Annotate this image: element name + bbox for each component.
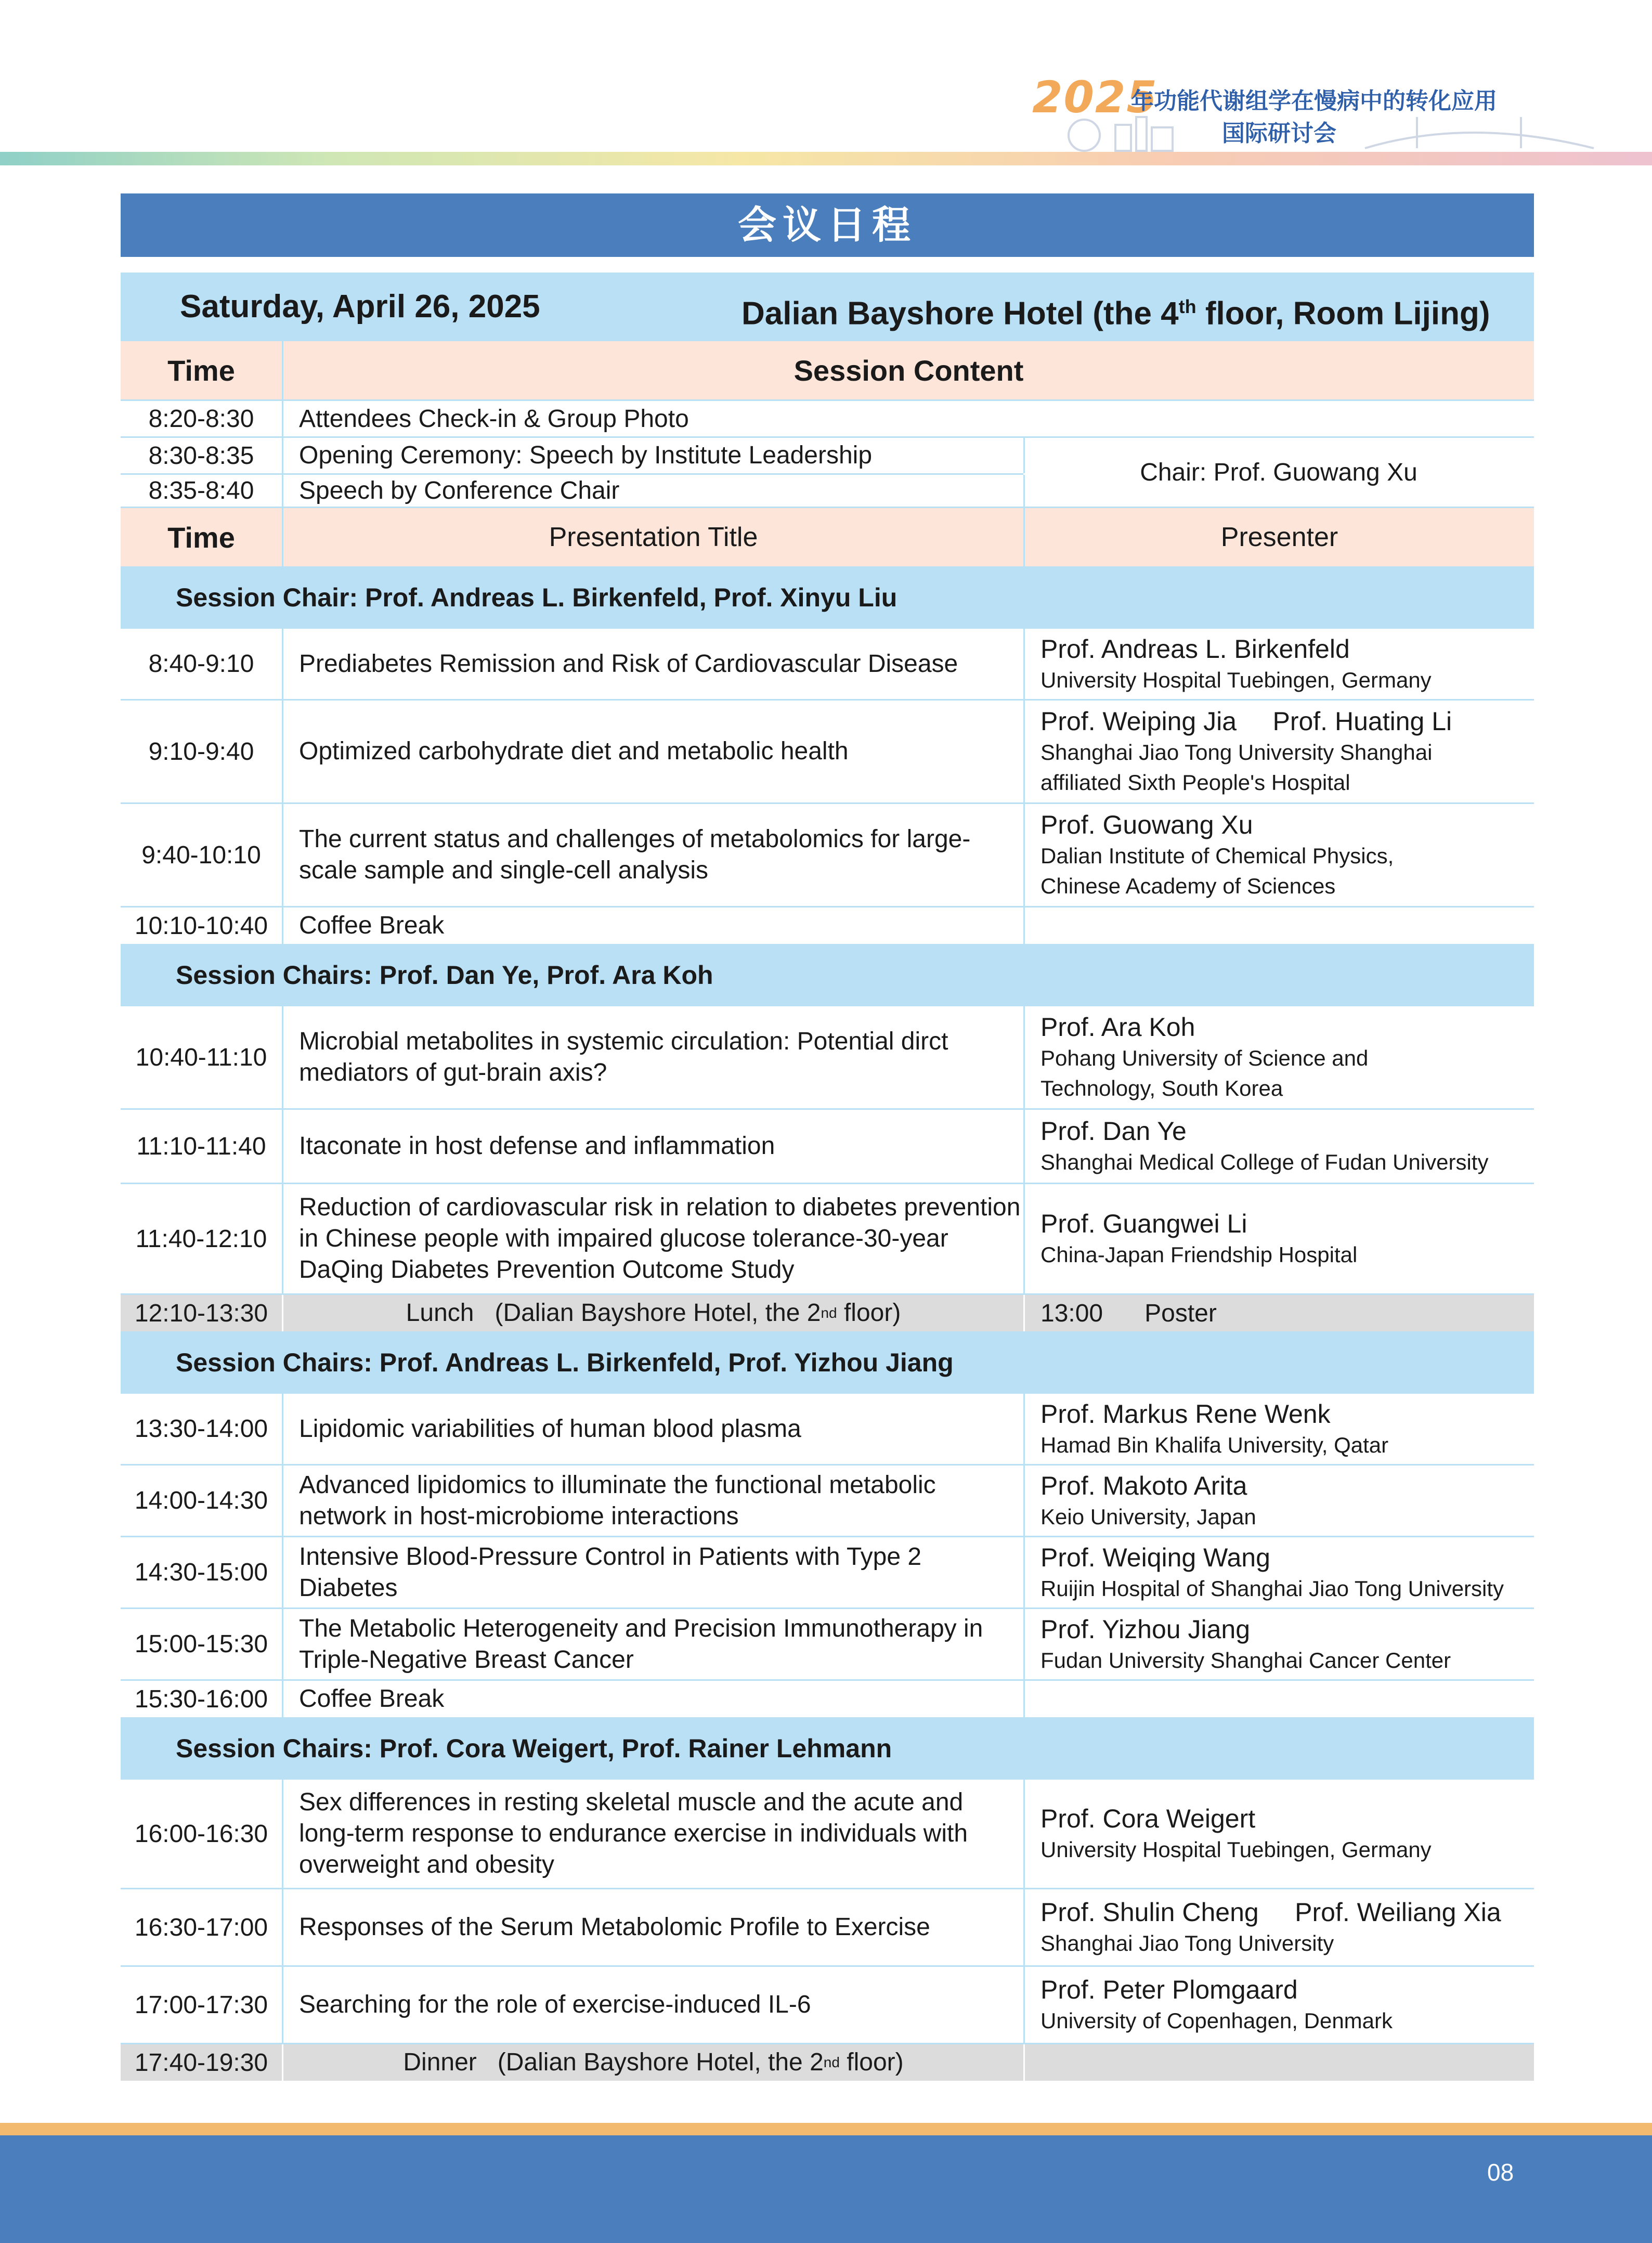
header-presenter: Presenter [1220, 522, 1338, 552]
table-row [121, 701, 1534, 804]
table-row [121, 1967, 1534, 2044]
presenter-name: Prof. Ara Koh [1040, 1013, 1195, 1042]
presenter-affiliation: University Hospital Tuebingen, Germany [1040, 1837, 1432, 1862]
header-presentation-title: Presentation Title [283, 508, 1025, 566]
presenter-cell [1025, 1967, 1534, 2043]
header-stripe [0, 152, 1652, 165]
presenter-cell [1025, 804, 1534, 906]
presenter-name: Prof. Dan Ye [1040, 1117, 1187, 1146]
lunch-label: Lunch (Dalian Bayshore Hotel, the 2 nd floor) [283, 1295, 1025, 1331]
presenter-name: Prof. Weiqing Wang [1040, 1542, 1270, 1572]
footer-band [0, 2135, 1652, 2243]
dinner-row [121, 2044, 1534, 2081]
table-row [121, 438, 1023, 475]
presenter-name: Prof. Cora Weigert [1040, 1804, 1256, 1833]
presenter-name: Prof. Shulin Cheng Prof. Weiliang Xia [1040, 1898, 1501, 1927]
row-time: 13:30-14:00 [121, 1394, 283, 1464]
presenter-affiliation: Shanghai Jiao Tong University Shanghai [1040, 740, 1433, 764]
table-row [121, 1466, 1534, 1537]
opening-block [121, 438, 1534, 508]
talk-title: Optimized carbohydrate diet and metabolic health [283, 701, 1025, 802]
talk-title: The current status and challenges of metabolomics for large-scale sample and single-cell analysis [283, 804, 1025, 906]
presenter-name: Prof. Weiping Jia Prof. Huating Li [1040, 707, 1452, 736]
presenter-name: Prof. Guangwei Li [1040, 1209, 1247, 1238]
presenter-affiliation: Keio University, Japan [1040, 1504, 1256, 1529]
conference-logo [1032, 62, 1599, 153]
presenter-affiliation: Hamad Bin Khalifa University, Qatar [1040, 1432, 1389, 1457]
row-time: 8:30-8:35 [121, 438, 283, 473]
presenter-affiliation: Ruijin Hospital of Shanghai Jiao Tong University [1040, 1576, 1504, 1601]
row-content: Opening Ceremony: Speech by Institute Leadership [283, 438, 1025, 473]
talk-title: The Metabolic Heterogeneity and Precision Immunotherapy in Triple-Negative Breast Cancer [283, 1609, 1025, 1679]
presenter-cell [1025, 1394, 1534, 1464]
opening-header-row [121, 341, 1534, 401]
presenter-affiliation: Shanghai Jiao Tong University [1040, 1931, 1334, 1955]
logo-title-line1: 年功能代谢组学在慢病中的转化应用 [1131, 88, 1497, 114]
presenter-cell [1025, 1466, 1534, 1536]
lunch-row [121, 1295, 1534, 1333]
table-row [121, 1006, 1534, 1110]
row-time: 15:00-15:30 [121, 1609, 283, 1679]
row-time: 8:20-8:30 [121, 401, 283, 436]
break-label: Coffee Break [283, 1681, 1025, 1717]
presenter-affiliation: affiliated Sixth People's Hospital [1040, 770, 1350, 795]
talk-title: Intensive Blood-Pressure Control in Patients with Type 2 Diabetes [283, 1537, 1025, 1607]
row-time: 9:10-9:40 [121, 701, 283, 802]
session-chair-bar: Session Chairs: Prof. Andreas L. Birkenfeld, Prof. Yizhou Jiang [121, 1333, 1534, 1394]
presenter-name: Prof. Markus Rene Wenk [1040, 1399, 1331, 1429]
table-row [121, 1537, 1534, 1609]
schedule-table [121, 193, 1534, 2081]
presenter-cell [1025, 1537, 1534, 1607]
opening-chair: Chair: Prof. Guowang Xu [1140, 458, 1417, 486]
presenter-cell [1025, 907, 1534, 944]
row-time: 16:30-17:00 [121, 1889, 283, 1965]
talk-title: Itaconate in host defense and inflammation [283, 1110, 1025, 1183]
talk-title: Advanced lipidomics to illuminate the functional metabolic network in host-microbiome interactions [283, 1466, 1025, 1536]
presenter-cell [1025, 701, 1534, 802]
row-time: 16:00-16:30 [121, 1780, 283, 1888]
presenter-cell [1025, 1609, 1534, 1679]
presentation-header-row [121, 508, 1534, 568]
schedule-venue: Dalian Bayshore Hotel (the 4th floor, Room Lijing) [742, 295, 1490, 332]
presenter-cell [1025, 2044, 1534, 2081]
presenter-name: Prof. Makoto Arita [1040, 1471, 1247, 1500]
presenter-affiliation: University of Copenhagen, Denmark [1040, 2008, 1393, 2033]
presenter-affiliation: China-Japan Friendship Hospital [1040, 1242, 1358, 1267]
talk-title: Searching for the role of exercise-induced IL-6 [283, 1967, 1025, 2043]
presenter-affiliation: University Hospital Tuebingen, Germany [1040, 667, 1432, 692]
presenter-affiliation: Fudan University Shanghai Cancer Center [1040, 1648, 1451, 1672]
header-time: Time [121, 508, 283, 566]
table-row [121, 475, 1023, 507]
row-time: 14:30-15:00 [121, 1537, 283, 1607]
row-time: 9:40-10:10 [121, 804, 283, 906]
talk-title: Lipidomic variabilities of human blood plasma [283, 1394, 1025, 1464]
row-time: 11:10-11:40 [121, 1110, 283, 1183]
row-time: 11:40-12:10 [121, 1184, 283, 1293]
table-row [121, 1681, 1534, 1719]
table-row [121, 907, 1534, 945]
presenter-affiliation: Dalian Institute of Chemical Physics, [1040, 844, 1394, 868]
page-number: 08 [1487, 2159, 1514, 2186]
row-time: 17:40-19:30 [121, 2044, 283, 2081]
presenter-name: Prof. Andreas L. Birkenfeld [1040, 634, 1350, 664]
presenter-name: Prof. Peter Plomgaard [1040, 1975, 1298, 2004]
poster-time: 13:00 [1040, 1299, 1103, 1327]
break-label: Coffee Break [283, 907, 1025, 944]
session-chair-bar: Session Chairs: Prof. Cora Weigert, Prof. Rainer Lehmann [121, 1719, 1534, 1780]
talk-title: Prediabetes Remission and Risk of Cardiovascular Disease [283, 629, 1025, 699]
presenter-affiliation: Chinese Academy of Sciences [1040, 874, 1336, 898]
row-time: 14:00-14:30 [121, 1466, 283, 1536]
session-chair-bar: Session Chair: Prof. Andreas L. Birkenfeld, Prof. Xinyu Liu [121, 568, 1534, 629]
presenter-cell [1025, 1889, 1534, 1965]
row-time: 12:10-13:30 [121, 1295, 283, 1331]
row-time: 15:30-16:00 [121, 1681, 283, 1717]
row-content: Speech by Conference Chair [283, 475, 1025, 507]
session-chair-bar: Session Chairs: Prof. Dan Ye, Prof. Ara Koh [121, 945, 1534, 1006]
table-row [121, 1609, 1534, 1681]
presenter-cell [1025, 1681, 1534, 1717]
row-time: 8:40-9:10 [121, 629, 283, 699]
schedule-title: 会议日程 [121, 193, 1534, 257]
presenter-cell [1025, 1110, 1534, 1183]
table-row [121, 1394, 1534, 1466]
presenter-affiliation: Technology, South Korea [1040, 1076, 1283, 1100]
date-venue-bar [121, 273, 1534, 341]
table-row [121, 804, 1534, 907]
row-time: 8:35-8:40 [121, 475, 283, 507]
talk-title: Microbial metabolites in systemic circulation: Potential dirct mediators of gut-brain axis? [283, 1006, 1025, 1108]
presenter-name: Prof. Yizhou Jiang [1040, 1614, 1251, 1644]
presenter-affiliation: Shanghai Medical College of Fudan University [1040, 1150, 1489, 1174]
presenter-cell [1025, 1184, 1534, 1293]
table-row [121, 401, 1534, 438]
row-time: 10:10-10:40 [121, 907, 283, 944]
poster-label: Poster [1144, 1299, 1217, 1327]
table-row [121, 1184, 1534, 1295]
row-time: 10:40-11:10 [121, 1006, 283, 1108]
dinner-label: Dinner (Dalian Bayshore Hotel, the 2 nd floor) [283, 2044, 1025, 2081]
presenter-cell [1025, 629, 1534, 699]
talk-title: Reduction of cardiovascular risk in relation to diabetes prevention in Chinese people with impaired glucose tolerance-30-year DaQing Diabetes Prevention Outcome Study [283, 1184, 1025, 1293]
row-time: 17:00-17:30 [121, 1967, 283, 2043]
table-row [121, 1110, 1534, 1184]
presenter-name: Prof. Guowang Xu [1040, 810, 1253, 839]
header-session-content: Session Content [794, 354, 1024, 387]
logo-year: 2025 [1032, 72, 1158, 123]
logo-title-line2: 国际研讨会 [1222, 120, 1336, 147]
row-content: Attendees Check-in & Group Photo [299, 405, 689, 433]
presenter-cell [1025, 1006, 1534, 1108]
header-time: Time [121, 341, 283, 399]
presenter-affiliation: Pohang University of Science and [1040, 1046, 1369, 1070]
talk-title: Responses of the Serum Metabolomic Profile to Exercise [283, 1889, 1025, 1965]
footer-stripe [0, 2123, 1652, 2135]
presenter-cell [1025, 1780, 1534, 1888]
poster-cell [1025, 1295, 1534, 1331]
talk-title: Sex differences in resting skeletal muscle and the acute and long-term response to endurance exercise in individuals with overweight and obesity [283, 1780, 1025, 1888]
table-row [121, 1780, 1534, 1889]
schedule-date: Saturday, April 26, 2025 [180, 289, 540, 325]
table-row [121, 1889, 1534, 1967]
table-row [121, 629, 1534, 701]
